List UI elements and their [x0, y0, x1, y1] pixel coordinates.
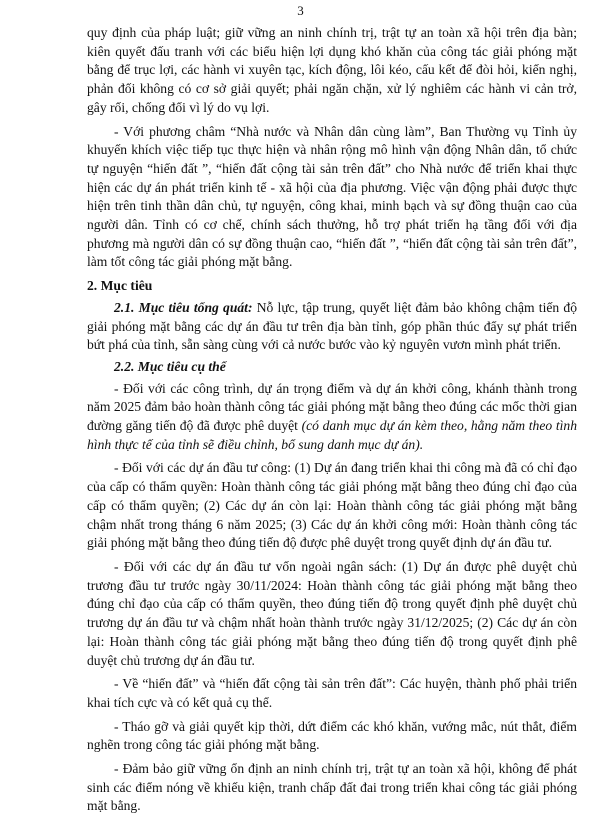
general-objective-text: Nỗ lực, tập trung, quyết liệt đảm bảo không chậm tiến độ giải phóng mặt bằng các dự án đầu tư trên địa bàn tỉnh, góp phần thúc đẩy sự phát triển bứt phá của tỉnh, sẵn sàng cùng với cả nước bước vào kỷ nguyên vươn mình phát triển. [87, 299, 577, 353]
paragraph-public-investment: - Đối với các dự án đầu tư công: (1) Dự án đang triển khai thi công mà đã có chỉ đạo của cấp có thẩm quyền: Hoàn thành công tác giải phóng mặt bằng theo đúng chỉ đạo của cấp có thẩm quyền; (2) Các dự án còn lại: Hoàn thành công tác giải phóng mặt bằng chậm nhất trong tháng 6 năm 2025; (3) Các dự án khởi công mới: Hoàn thành công tác giải phóng mặt bằng theo đúng tiến độ được phê duyệt trong quyết định dự án đầu tư. [87, 460, 577, 551]
subheading-specific-objectives [87, 358, 577, 377]
key-projects-note: (có danh mục dự án kèm theo, hằng năm theo tình hình thực tế của tỉnh sẽ điều chỉnh, bổ sung danh mục dự án). [87, 418, 577, 452]
paragraph-general-objective [87, 299, 577, 355]
section-heading-objectives: 2. Mục tiêu [87, 278, 153, 294]
paragraph-key-projects [87, 380, 577, 455]
paragraph-resolve-obstacles: - Tháo gỡ và giải quyết kịp thời, dứt điểm các khó khăn, vướng mắc, nút thắt, điểm nghẽn trong công tác giải phóng mặt bằng. [87, 718, 577, 753]
paragraph-land-donation: - Với phương châm “Nhà nước và Nhân dân cùng làm”, Ban Thường vụ Tỉnh ủy khuyến khích việc tiếp tục thực hiện và nhân rộng mô hình vận động Nhân dân, tổ chức tự nguyện “hiến đất ”, “hiến đất cộng tài sản trên đất” cho Nhà nước để triển khai thực hiện các dự án phát triển kinh tế - xã hội của địa phương. Việc vận động phải được thực hiện trên tinh thần dân chủ, tự nguyện, công khai, minh bạch và sự đồng thuận cao của người dân. Tỉnh có cơ chế, chính sách thưởng, hỗ trợ phát triển hạ tầng đối với địa phương mà người dân có sự đồng thuận cao, “hiến đất ”, “hiến đất cộng tài sản trên đất”, làm tốt công tác giải phóng mặt bằng. [87, 123, 577, 270]
subheading-specific-objectives-label: 2.2. Mục tiêu cụ thể [114, 358, 226, 374]
document-body [87, 24, 577, 821]
key-projects-text: - Đối với các công trình, dự án trọng điểm và dự án khởi công, khánh thành trong năm 2025 đảm bảo hoàn thành công tác giải phóng mặt bằng theo đúng các mốc thời gian đường găng tiến độ đã được phê duyệt [87, 380, 577, 434]
subheading-general-objective: 2.1. Mục tiêu tổng quát: [114, 299, 253, 315]
page-number: 3 [297, 3, 304, 18]
paragraph-land-donation-targets: - Về “hiến đất” và “hiến đất cộng tài sản trên đất”: Các huyện, thành phố phải triển khai tích cực và có kết quả cụ thể. [87, 676, 577, 710]
paragraph-non-budget-investment: - Đối với các dự án đầu tư vốn ngoài ngân sách: (1) Dự án được phê duyệt chủ trương đầu tư trước ngày 30/11/2024: Hoàn thành công tác giải phóng mặt bằng theo đúng chỉ đạo của cấp có thẩm quyền, theo đúng tiến độ trong quyết định phê duyệt chủ trương dự án đầu tư và chậm nhất hoàn thành trước ngày 31/12/2025; (2) Các dự án còn lại: Hoàn thành công tác giải phóng mặt bằng theo đúng tiến độ trong quyết định phê duyệt chủ trương dự án đầu tư. [87, 558, 577, 668]
paragraph-continuation: quy định của pháp luật; giữ vững an ninh chính trị, trật tự an toàn xã hội trên địa bàn; kiên quyết đấu tranh với các biểu hiện lợi dụng khó khăn của công tác giải phóng mặt bằng để trục lợi, các hành vi xuyên tạc, kích động, lôi kéo, cấu kết để đòi hỏi, kiến nghị, phản đối không có cơ sở giải quyết; phải ngăn chặn, xử lý nghiêm các hành vi cản trở, gây rối, chống đối vì lý do vụ lợi. [87, 25, 577, 115]
paragraph-security-stability: - Đảm bảo giữ vững ổn định an ninh chính trị, trật tự an toàn xã hội, không để phát sinh các điểm nóng về khiếu kiện, tranh chấp đất đai trong triển khai công tác giải phóng mặt bằng. [87, 761, 577, 814]
